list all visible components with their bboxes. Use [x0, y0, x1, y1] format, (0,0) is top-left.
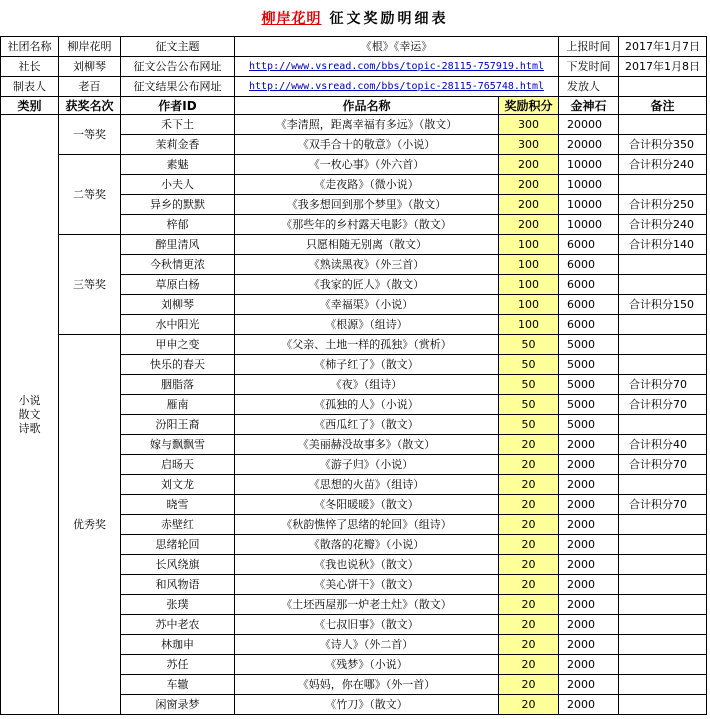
note-cell — [619, 695, 707, 715]
author-cell: 长风绕旗 — [121, 555, 235, 575]
meta-value: 柳岸花明 — [59, 37, 121, 57]
author-cell: 刘柳琴 — [121, 295, 235, 315]
points-cell: 20 — [499, 535, 559, 555]
work-cell: 《我也说秋》（散文） — [235, 555, 499, 575]
work-cell: 《思想的火苗》（组诗） — [235, 475, 499, 495]
meta-value: 2017年1月7日 — [619, 37, 707, 57]
stones-cell: 10000 — [559, 215, 619, 235]
note-cell: 合计积分40 — [619, 435, 707, 455]
work-cell: 《我多想回到那个梦里》（散文） — [235, 195, 499, 215]
note-cell — [619, 635, 707, 655]
header-category: 类别 — [1, 97, 59, 115]
work-cell: 《诗人》（外二首） — [235, 635, 499, 655]
work-cell: 《熟读黑夜》（外三首） — [235, 255, 499, 275]
table-row — [1, 155, 707, 175]
note-cell — [619, 355, 707, 375]
work-cell: 《夜》（组诗） — [235, 375, 499, 395]
meta-label: 征文公告公布网址 — [121, 57, 235, 77]
author-cell: 胭脂落 — [121, 375, 235, 395]
stones-cell: 10000 — [559, 155, 619, 175]
author-cell: 异乡的默默 — [121, 195, 235, 215]
points-cell: 300 — [499, 115, 559, 135]
meta-value — [235, 57, 559, 77]
meta-value: 2017年1月8日 — [619, 57, 707, 77]
title-text: 征文奖励明细表 — [329, 11, 449, 27]
rank-cell: 优秀奖 — [59, 335, 121, 715]
meta-value: 老百 — [59, 77, 121, 97]
header-points: 奖励积分 — [499, 97, 559, 115]
note-cell: 合计积分350 — [619, 135, 707, 155]
meta-label: 制表人 — [1, 77, 59, 97]
work-cell: 《残梦》（小说） — [235, 655, 499, 675]
stones-cell: 2000 — [559, 435, 619, 455]
work-cell: 《一枚心事》（外六首） — [235, 155, 499, 175]
work-cell: 《美心饼干》（散文） — [235, 575, 499, 595]
points-cell: 100 — [499, 235, 559, 255]
work-cell: 只愿相随无别离（散文） — [235, 235, 499, 255]
stones-cell: 2000 — [559, 655, 619, 675]
stones-cell: 6000 — [559, 315, 619, 335]
title-brand: 柳岸花明 — [261, 11, 322, 27]
note-cell — [619, 255, 707, 275]
author-cell: 苏中老农 — [121, 615, 235, 635]
category-label: 散文 — [18, 407, 41, 421]
points-cell: 20 — [499, 515, 559, 535]
work-cell: 《柿子红了》（散文） — [235, 355, 499, 375]
meta-label: 社团名称 — [1, 37, 59, 57]
note-cell — [619, 175, 707, 195]
stones-cell: 10000 — [559, 175, 619, 195]
points-cell: 20 — [499, 615, 559, 635]
points-cell: 200 — [499, 155, 559, 175]
work-cell: 《父亲、土地一样的孤独》（赏析） — [235, 335, 499, 355]
author-cell: 甲申之变 — [121, 335, 235, 355]
points-cell: 100 — [499, 255, 559, 275]
note-cell — [619, 575, 707, 595]
meta-row-2 — [1, 57, 707, 77]
stones-cell: 2000 — [559, 535, 619, 555]
category-label: 诗歌 — [18, 421, 41, 435]
author-cell: 汾阳王裔 — [121, 415, 235, 435]
note-cell: 合计积分250 — [619, 195, 707, 215]
note-cell — [619, 535, 707, 555]
meta-row-3 — [1, 77, 707, 97]
points-cell: 20 — [499, 595, 559, 615]
stones-cell: 10000 — [559, 195, 619, 215]
award-table — [0, 36, 707, 715]
announcement-link[interactable]: http://www.vsread.com/bbs/topic-28115-757919.html — [248, 61, 544, 72]
table-row — [1, 115, 707, 135]
work-cell: 《幸福渠》（小说） — [235, 295, 499, 315]
author-cell: 晓雪 — [121, 495, 235, 515]
points-cell: 200 — [499, 195, 559, 215]
author-cell: 素魅 — [121, 155, 235, 175]
stones-cell: 20000 — [559, 115, 619, 135]
stones-cell: 2000 — [559, 495, 619, 515]
table-row — [1, 235, 707, 255]
author-cell: 刘文龙 — [121, 475, 235, 495]
note-cell — [619, 615, 707, 635]
note-cell: 合计积分140 — [619, 235, 707, 255]
header-note: 备注 — [619, 97, 707, 115]
author-cell: 和风物语 — [121, 575, 235, 595]
author-cell: 今秋情更浓 — [121, 255, 235, 275]
points-cell: 20 — [499, 575, 559, 595]
category-label: 小说 — [18, 393, 41, 407]
page-title — [0, 0, 710, 36]
rank-cell: 二等奖 — [59, 155, 121, 235]
stones-cell: 5000 — [559, 355, 619, 375]
author-cell: 雁南 — [121, 395, 235, 415]
stones-cell: 20000 — [559, 135, 619, 155]
work-cell: 《根源》（组诗） — [235, 315, 499, 335]
points-cell: 50 — [499, 415, 559, 435]
meta-value: 《根》《幸运》 — [235, 37, 559, 57]
points-cell: 20 — [499, 435, 559, 455]
meta-label: 上报时间 — [559, 37, 619, 57]
stones-cell: 6000 — [559, 275, 619, 295]
note-cell — [619, 675, 707, 695]
stones-cell: 2000 — [559, 615, 619, 635]
work-cell: 《七叔旧事》（散文） — [235, 615, 499, 635]
work-cell: 《美丽赫没故事多》（散文） — [235, 435, 499, 455]
points-cell: 20 — [499, 455, 559, 475]
work-cell: 《我家的匠人》（散文） — [235, 275, 499, 295]
author-cell: 水中阳光 — [121, 315, 235, 335]
meta-label: 社长 — [1, 57, 59, 77]
note-cell — [619, 515, 707, 535]
note-cell — [619, 315, 707, 335]
points-cell: 100 — [499, 275, 559, 295]
stones-cell: 5000 — [559, 335, 619, 355]
stones-cell: 6000 — [559, 235, 619, 255]
points-cell: 300 — [499, 135, 559, 155]
author-cell: 闲窗录梦 — [121, 695, 235, 715]
stones-cell: 5000 — [559, 415, 619, 435]
work-cell: 《游子归》（小说） — [235, 455, 499, 475]
points-cell: 50 — [499, 335, 559, 355]
note-cell: 合计积分150 — [619, 295, 707, 315]
stones-cell: 2000 — [559, 595, 619, 615]
stones-cell: 5000 — [559, 395, 619, 415]
rank-cell: 三等奖 — [59, 235, 121, 335]
stones-cell: 2000 — [559, 455, 619, 475]
author-cell: 嫁与飘飘雪 — [121, 435, 235, 455]
stones-cell: 6000 — [559, 255, 619, 275]
author-cell: 苏任 — [121, 655, 235, 675]
points-cell: 20 — [499, 655, 559, 675]
author-cell: 张璞 — [121, 595, 235, 615]
meta-label: 发放人 — [559, 77, 619, 97]
author-cell: 启旸天 — [121, 455, 235, 475]
rank-cell: 一等奖 — [59, 115, 121, 155]
note-cell — [619, 335, 707, 355]
author-cell: 小夫人 — [121, 175, 235, 195]
meta-value — [235, 77, 559, 97]
header-stones: 金神石 — [559, 97, 619, 115]
points-cell: 20 — [499, 675, 559, 695]
work-cell: 《土坯西屋那一炉老土灶》（散文） — [235, 595, 499, 615]
meta-row-1 — [1, 37, 707, 57]
stones-cell: 2000 — [559, 475, 619, 495]
meta-value: 刘柳琴 — [59, 57, 121, 77]
stones-cell: 2000 — [559, 675, 619, 695]
points-cell: 20 — [499, 635, 559, 655]
points-cell: 200 — [499, 175, 559, 195]
note-cell: 合计积分70 — [619, 455, 707, 475]
note-cell — [619, 275, 707, 295]
note-cell: 合计积分240 — [619, 215, 707, 235]
stones-cell: 2000 — [559, 575, 619, 595]
work-cell: 《那些年的乡村露天电影》（散文） — [235, 215, 499, 235]
note-cell — [619, 655, 707, 675]
points-cell: 50 — [499, 355, 559, 375]
points-cell: 200 — [499, 215, 559, 235]
note-cell: 合计积分70 — [619, 375, 707, 395]
note-cell: 合计积分70 — [619, 395, 707, 415]
points-cell: 20 — [499, 695, 559, 715]
points-cell: 100 — [499, 315, 559, 335]
author-cell: 醉里清风 — [121, 235, 235, 255]
result-link[interactable]: http://www.vsread.com/bbs/topic-28115-765748.html — [248, 81, 544, 92]
author-cell: 车辙 — [121, 675, 235, 695]
work-cell: 《冬阳暖暖》（散文） — [235, 495, 499, 515]
note-cell — [619, 475, 707, 495]
points-cell: 100 — [499, 295, 559, 315]
points-cell: 50 — [499, 375, 559, 395]
category-cell — [1, 115, 59, 715]
author-cell: 思绪轮回 — [121, 535, 235, 555]
work-cell: 《走夜路》（微小说） — [235, 175, 499, 195]
author-cell: 禾下土 — [121, 115, 235, 135]
note-cell: 合计积分70 — [619, 495, 707, 515]
meta-value — [619, 77, 707, 97]
points-cell: 20 — [499, 475, 559, 495]
note-cell — [619, 595, 707, 615]
note-cell — [619, 555, 707, 575]
author-cell: 赤壁红 — [121, 515, 235, 535]
work-cell: 《秋韵憔悴了思绪的轮回》（组诗） — [235, 515, 499, 535]
stones-cell: 6000 — [559, 295, 619, 315]
work-cell: 《双手合十的敬意》（小说） — [235, 135, 499, 155]
work-cell: 《竹刀》（散文） — [235, 695, 499, 715]
stones-cell: 2000 — [559, 515, 619, 535]
note-cell — [619, 415, 707, 435]
stones-cell: 2000 — [559, 635, 619, 655]
work-cell: 《西瓜红了》（散文） — [235, 415, 499, 435]
header-author: 作者ID — [121, 97, 235, 115]
author-cell: 茉莉金香 — [121, 135, 235, 155]
points-cell: 20 — [499, 495, 559, 515]
points-cell: 50 — [499, 395, 559, 415]
stones-cell: 5000 — [559, 375, 619, 395]
note-cell — [619, 115, 707, 135]
work-cell: 《散落的花瓣》（小说） — [235, 535, 499, 555]
points-cell: 20 — [499, 555, 559, 575]
author-cell: 快乐的春天 — [121, 355, 235, 375]
meta-label: 征文主题 — [121, 37, 235, 57]
author-cell: 草原白杨 — [121, 275, 235, 295]
stones-cell: 2000 — [559, 555, 619, 575]
meta-label: 下发时间 — [559, 57, 619, 77]
meta-label: 征文结果公布网址 — [121, 77, 235, 97]
note-cell: 合计积分240 — [619, 155, 707, 175]
work-cell: 《妈妈，你在哪》（外一首） — [235, 675, 499, 695]
table-row — [1, 335, 707, 355]
author-cell: 林珈申 — [121, 635, 235, 655]
work-cell: 《孤独的人》（小说） — [235, 395, 499, 415]
header-row — [1, 97, 707, 115]
header-rank: 获奖名次 — [59, 97, 121, 115]
author-cell: 梓郁 — [121, 215, 235, 235]
work-cell: 《李清照，距离幸福有多远》（散文） — [235, 115, 499, 135]
stones-cell: 2000 — [559, 695, 619, 715]
header-work: 作品名称 — [235, 97, 499, 115]
